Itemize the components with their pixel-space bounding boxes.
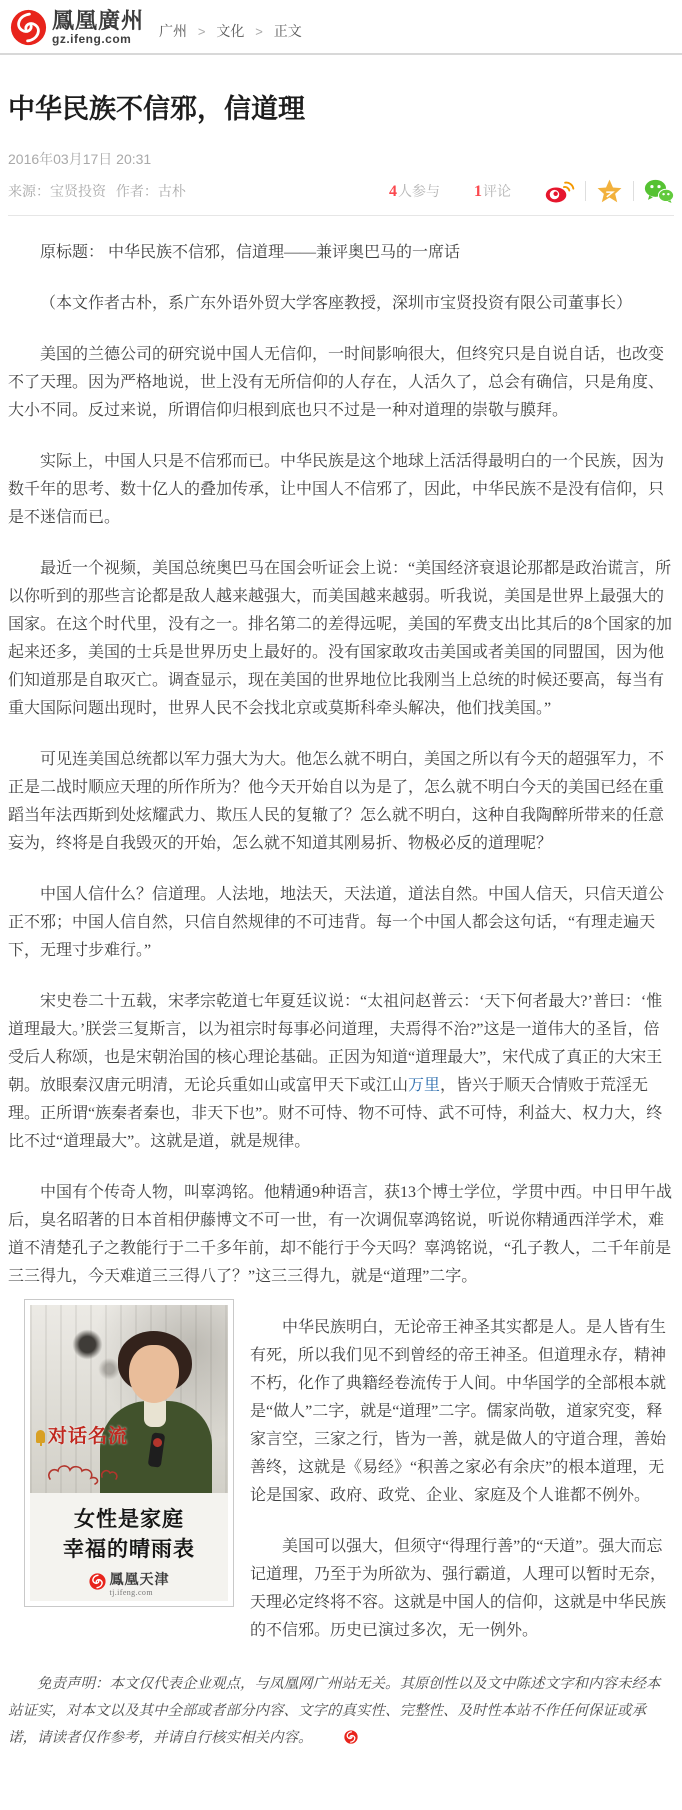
article-source: 来源：宝贤投资 xyxy=(8,182,106,199)
paragraph-original-title: 原标题： 中华民族不信邪，信道理——兼评奥巴马的一席话 xyxy=(40,243,461,261)
image-caption xyxy=(30,1493,228,1601)
paragraph: 中国人信什么？信道理。人法地，地法天，天法道，道法自然。中国人信天，只信天道公正不邪；中国人信自然，只信自然规律的不可违背。每一个中国人都会这句话，“有理走遍天下，无理寸步难行。” xyxy=(8,885,665,959)
image-caption-line2: 幸福的晴雨表 xyxy=(63,1537,195,1561)
publish-time: 2016年03月17日 20:31 xyxy=(8,150,152,167)
phoenix-tianjin-brand xyxy=(30,1572,228,1600)
site-logo[interactable] xyxy=(10,9,144,46)
dialogue-celebrity-photo xyxy=(30,1305,228,1493)
brand-name: 鳳凰天津 xyxy=(109,1573,170,1589)
divider xyxy=(633,181,634,201)
participants-label: 人参与 xyxy=(398,182,440,199)
paragraph-text: 宋史卷二十五载，宋孝宗乾道七年夏廷议说：“太祖问赵普云：‘天下何者最大?’普曰：‘惟道理最大。’朕尝三复斯言，以为祖宗时每事必问道理，夫焉得不治?”这是一道伟大的圣旨，倍受后人称颂，也是宋朝治国的核心理论基础。正因为知道“道理最大”，宋代成了真正的大宋王朝。放眼秦汉唐元明清，无论兵重如山或富甲天下或江山 xyxy=(8,992,663,1094)
breadcrumb-section[interactable]: 文化 xyxy=(216,22,245,39)
weibo-icon[interactable] xyxy=(545,178,575,204)
site-domain: gz.ifeng.com xyxy=(52,32,132,46)
breadcrumb-separator-icon: > xyxy=(255,23,263,39)
paragraph: 中国有个传奇人物，叫辜鸿铭。他精通9种语言，获13个博士学位，学贯中西。中日甲午战后，臭名昭著的日本首相伊藤博文不可一世，有一次调侃辜鸿铭说，听说你精通西洋学术，难道不清楚孔子之教能行于二千多年前，却不能行于今天吗？辜鸿铭说，“孔子教人，二千年前是三三得九，今天难道三三得八了？”这三三得九，就是“道理”二字。 xyxy=(8,1183,673,1285)
engagement-bar xyxy=(389,178,674,204)
participants-count: 4 xyxy=(389,182,397,200)
brand-domain: tj.ifeng.com xyxy=(109,1588,153,1598)
disclaimer-text: 免责声明：本文仅代表企业观点，与凤凰网广州站无关。其原创性以及文中陈述文字和内容未经本站证实，对本文以及其中全部或者部分内容、文字的真实性、完整性、及时性本站不作任何保证或承诺，请读者仅作参考，并请自行核实相关内容。 xyxy=(8,1675,661,1746)
comments-link[interactable] xyxy=(474,181,511,201)
article-inline-image xyxy=(24,1299,234,1607)
phoenix-icon xyxy=(315,1727,358,1754)
breadcrumb-current: 正文 xyxy=(273,22,302,39)
page-title: 中华民族不信邪，信道理 xyxy=(8,94,305,124)
phoenix-logo-icon xyxy=(10,9,47,46)
wanli-keyword-link[interactable]: 万里 xyxy=(408,1076,441,1094)
article-meta-row xyxy=(8,178,674,216)
paragraph-author-note: （本文作者古朴，系广东外语外贸大学客座教授，深圳市宝贤投资有限公司董事长） xyxy=(40,294,633,312)
divider xyxy=(585,181,586,201)
bottom-spacer xyxy=(8,1754,674,1810)
comments-count: 1 xyxy=(474,182,482,200)
breadcrumb-separator-icon: > xyxy=(197,23,206,39)
paragraph: 最近一个视频，美国总统奥巴马在国会听证会上说：“美国经济衰退论那都是政治谎言，所以你听到的那些言论都是敌人越来越强大，而美国越来越弱。听我说，美国是世界上最强大的国家。在这个时代里，没有之一。排名第二的差得远呢，美国的军费支出比其后的8个国家的加起来还多，美国的士兵是世界历史上最好的。没有国家敢攻击美国或者美国的同盟国，因为他们知道那是自取灭亡。调查显示，现在美国的世界地位比我刚当上总统的时候还要高，每当有重大国际问题出现时，世界人民不会找北京或莫斯科牵头解决，他们找美国。” xyxy=(8,559,673,717)
phoenix-tianjin-logo-icon xyxy=(89,1572,106,1600)
site-name: 鳳凰廣州 xyxy=(52,8,145,33)
microphone-icon xyxy=(36,1430,45,1443)
program-title-overlay xyxy=(36,1423,128,1451)
comments-label: 评论 xyxy=(483,182,511,199)
disclaimer xyxy=(8,1671,674,1754)
article-body xyxy=(8,239,674,1810)
paragraph: 美国的兰德公司的研究说中国人无信仰，一时间影响很大，但终究只是自说自话，也改变不了天理。因为严格地说，世上没有无所信仰的人存在，人活久了，总会有确信，只是角度、大小不同。反过来说，所谓信仰归根到底也只不过是一种对道理的崇敬与膜拜。 xyxy=(8,345,665,419)
qzone-icon[interactable] xyxy=(596,178,623,204)
program-title-text: 对话名流 xyxy=(48,1425,129,1447)
wechat-icon[interactable] xyxy=(644,178,674,204)
paragraph: 实际上，中国人只是不信邪而已。中华民族是这个地球上活活得最明白的一个民族，因为数千年的思考、数十亿人的叠加传承，让中国人不信邪了，因此，中华民族不是没有信仰，只是不迷信而已。 xyxy=(8,452,665,526)
paragraph: 可见连美国总统都以军力强大为大。他怎么就不明白，美国之所以有今天的超强军力，不正是二战时顺应天理的所作所为？他今天开始自以为是了，怎么就不明白今天的美国已经在重蹈当年法西斯到处炫耀武力、欺压人民的复辙了？怎么就不明白，这种自我陶醉所带来的任意妄为，终将是自我毁灭的开始，怎么就不知道其刚易折、物极必反的道理呢？ xyxy=(8,750,665,852)
article-author: 作者：古朴 xyxy=(115,182,186,199)
paragraph: 中华民族明白，无论帝王神圣其实都是人。是人皆有生有死，所以我们见不到曾经的帝王神圣。但道理永存，精神不朽，化作了典籍经卷流传于人间。中华国学的全部根本就是“做人”二字，就是“道理”二字。儒家尚敬，道家究变，释家言空，三家之行，皆为一善，就是做人的守道合理，善始善终，这就是《易经》“积善之家必有余庆”的根本道理，无论是国家、政府、政党、企业、家庭及个人谁都不例外。 xyxy=(250,1318,667,1504)
paragraph-text: ，皆兴于顺天合情败于荒淫无理。正所谓“族秦者秦也，非天下也”。财不可恃、物不可恃、武不可恃，利益大、权力大，终比不过“道理最大”。这就是道，就是规律。 xyxy=(8,1076,663,1150)
breadcrumb-city[interactable]: 广州 xyxy=(159,22,188,39)
article-page xyxy=(0,93,682,1810)
source-author xyxy=(8,181,192,201)
breadcrumb xyxy=(159,15,302,41)
paragraph xyxy=(8,988,674,1156)
participants-link[interactable] xyxy=(389,181,440,201)
image-caption-line1: 女性是家庭 xyxy=(74,1507,184,1531)
paragraph: 美国可以强大，但须守“得理行善”的“天道”。强大而忘记道理，乃至于为所欲为、强行霸道，人理可以暂时无奈，天理必定终将不容。这就是中国人的信仰，这就是中华民族的不信邪。历史已演过多次，无一例外。 xyxy=(250,1537,667,1639)
site-header xyxy=(0,0,682,55)
cloud-ornament-icon xyxy=(44,1463,124,1485)
